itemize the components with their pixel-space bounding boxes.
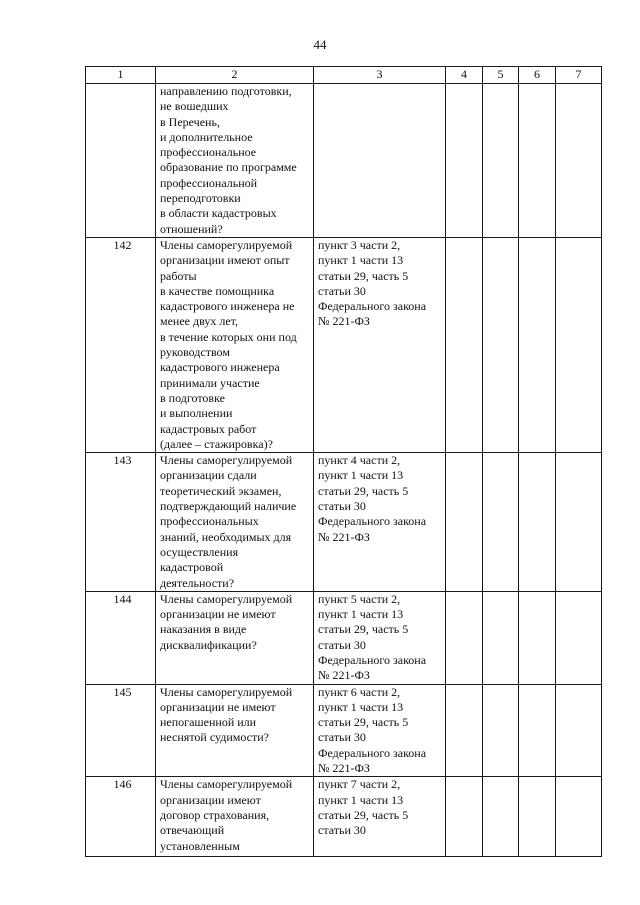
question-line: установленным [160, 838, 240, 853]
table-row [86, 777, 602, 857]
legal-basis-line: статьи 29, часть 5 [318, 268, 409, 283]
legal-basis-line: пункт 1 части 13 [318, 607, 404, 622]
question-line: организации не имеют [160, 699, 276, 714]
empty-cell-col-6 [519, 84, 556, 238]
table-row [86, 237, 602, 452]
empty-cell-col-4 [446, 453, 483, 592]
column-header-4: 4 [446, 67, 483, 84]
question-line: непогашенной или [160, 715, 257, 730]
question-line: организации не имеют [160, 607, 276, 622]
question-line: профессиональной [160, 175, 258, 190]
checklist-table [85, 66, 602, 857]
column-header-3: 3 [314, 67, 446, 84]
question-line: наказания в виде [160, 622, 247, 637]
legal-basis-line: статьи 30 [318, 499, 366, 514]
question-line: теоретический экзамен, [160, 483, 282, 498]
question-line: Члены саморегулируемой [160, 453, 293, 468]
empty-cell-col-7 [556, 453, 602, 592]
legal-basis-cell [314, 684, 446, 777]
question-cell [156, 453, 314, 592]
empty-cell-col-7 [556, 777, 602, 857]
question-line: знаний, необходимых для [160, 529, 292, 544]
legal-basis-cell [314, 777, 446, 857]
legal-basis-line: № 221-ФЗ [318, 529, 370, 544]
header-row [86, 67, 602, 84]
question-line: договор страхования, [160, 807, 270, 822]
legal-basis-line: пункт 5 части 2, [318, 591, 401, 606]
legal-basis-line: статьи 29, часть 5 [318, 807, 409, 822]
question-line: осуществления [160, 544, 239, 559]
legal-basis-line: пункт 3 части 2, [318, 237, 401, 252]
question-line: образование по программе [160, 160, 297, 175]
empty-cell-col-5 [483, 453, 519, 592]
row-number: 143 [86, 453, 156, 592]
legal-basis-line: пункт 1 части 13 [318, 792, 404, 807]
question-line: деятельности? [160, 575, 235, 590]
row-number: 145 [86, 684, 156, 777]
question-line: работы [160, 268, 197, 283]
table-row [86, 684, 602, 777]
legal-basis-line: Федерального закона [318, 514, 427, 529]
legal-basis-line: пункт 6 части 2, [318, 684, 401, 699]
empty-cell-col-6 [519, 777, 556, 857]
question-line: организации имеют [160, 792, 261, 807]
legal-basis-line: Федерального закона [318, 299, 427, 314]
question-line: Члены саморегулируемой [160, 237, 293, 252]
question-cell [156, 591, 314, 684]
question-line: неснятой судимости? [160, 730, 269, 745]
legal-basis-cell [314, 237, 446, 452]
question-line: кадастрового инженера [160, 360, 280, 375]
empty-cell-col-7 [556, 84, 602, 238]
empty-cell-col-7 [556, 591, 602, 684]
question-line: не вошедших [160, 99, 229, 114]
row-number: 144 [86, 591, 156, 684]
legal-basis-line: Федерального закона [318, 745, 427, 760]
question-line: Члены саморегулируемой [160, 684, 293, 699]
column-header-7: 7 [556, 67, 602, 84]
column-header-6: 6 [519, 67, 556, 84]
question-line: кадастрового инженера не [160, 299, 295, 314]
empty-cell-col-5 [483, 777, 519, 857]
question-line: Члены саморегулируемой [160, 591, 293, 606]
question-line: переподготовки [160, 191, 241, 206]
column-header-1: 1 [86, 67, 156, 84]
empty-cell-col-6 [519, 453, 556, 592]
column-header-2: 2 [156, 67, 314, 84]
empty-cell-col-5 [483, 84, 519, 238]
empty-cell-col-7 [556, 684, 602, 777]
question-line: организации сдали [160, 468, 257, 483]
question-line: подтверждающий наличие [160, 499, 297, 514]
legal-basis-line: статьи 30 [318, 730, 366, 745]
legal-basis-line: пункт 4 части 2, [318, 453, 401, 468]
legal-basis-line: статьи 29, часть 5 [318, 483, 409, 498]
question-line: принимали участие [160, 375, 260, 390]
empty-cell-col-5 [483, 684, 519, 777]
table-row [86, 453, 602, 592]
legal-basis-line: статьи 29, часть 5 [318, 622, 409, 637]
legal-basis-line: пункт 1 части 13 [318, 468, 404, 483]
question-cell [156, 84, 314, 238]
empty-cell-col-5 [483, 237, 519, 452]
question-cell [156, 777, 314, 857]
legal-basis-line: статьи 30 [318, 637, 366, 652]
question-line: отвечающий [160, 823, 225, 838]
table-row [86, 84, 602, 238]
question-line: направлению подготовки, [160, 84, 292, 98]
empty-cell-col-4 [446, 684, 483, 777]
legal-basis-line: № 221-ФЗ [318, 314, 370, 329]
legal-basis-line: Федерального закона [318, 652, 427, 667]
empty-cell-col-4 [446, 777, 483, 857]
table-row [86, 591, 602, 684]
legal-basis-line: статьи 29, часть 5 [318, 715, 409, 730]
empty-cell-col-5 [483, 591, 519, 684]
question-line: в подготовке [160, 390, 225, 405]
question-cell [156, 684, 314, 777]
question-line: (далее – стажировка)? [160, 436, 273, 451]
question-line: в течение которых они под [160, 329, 297, 344]
legal-basis-line: № 221-ФЗ [318, 761, 370, 776]
question-line: в области кадастровых [160, 206, 277, 221]
question-line: в качестве помощника [160, 283, 275, 298]
column-header-5: 5 [483, 67, 519, 84]
row-number [86, 84, 156, 238]
legal-basis-line: пункт 1 части 13 [318, 253, 404, 268]
question-line: менее двух лет, [160, 314, 239, 329]
legal-basis-cell [314, 84, 446, 238]
question-line: Члены саморегулируемой [160, 777, 293, 792]
question-line: отношений? [160, 221, 223, 236]
empty-cell-col-4 [446, 591, 483, 684]
legal-basis-line: статьи 30 [318, 823, 366, 838]
row-number: 142 [86, 237, 156, 452]
legal-basis-line: статьи 30 [318, 283, 366, 298]
question-line: организации имеют опыт [160, 253, 290, 268]
legal-basis-line: пункт 7 части 2, [318, 777, 401, 792]
page-number: 44 [313, 37, 327, 52]
legal-basis-cell [314, 453, 446, 592]
question-line: руководством [160, 345, 230, 360]
question-line: профессиональное [160, 145, 257, 160]
question-line: и выполнении [160, 406, 233, 421]
legal-basis-cell [314, 591, 446, 684]
question-cell [156, 237, 314, 452]
question-line: дисквалификации? [160, 637, 257, 652]
question-line: в Перечень, [160, 114, 220, 129]
legal-basis-line: пункт 1 части 13 [318, 699, 404, 714]
question-line: и дополнительное [160, 129, 253, 144]
legal-basis-line: № 221-ФЗ [318, 668, 370, 683]
empty-cell-col-4 [446, 84, 483, 238]
question-line: кадастровой [160, 560, 224, 575]
empty-cell-col-4 [446, 237, 483, 452]
empty-cell-col-6 [519, 237, 556, 452]
empty-cell-col-6 [519, 684, 556, 777]
row-number: 146 [86, 777, 156, 857]
empty-cell-col-6 [519, 591, 556, 684]
question-line: кадастровых работ [160, 421, 257, 436]
empty-cell-col-7 [556, 237, 602, 452]
question-line: профессиональных [160, 514, 259, 529]
